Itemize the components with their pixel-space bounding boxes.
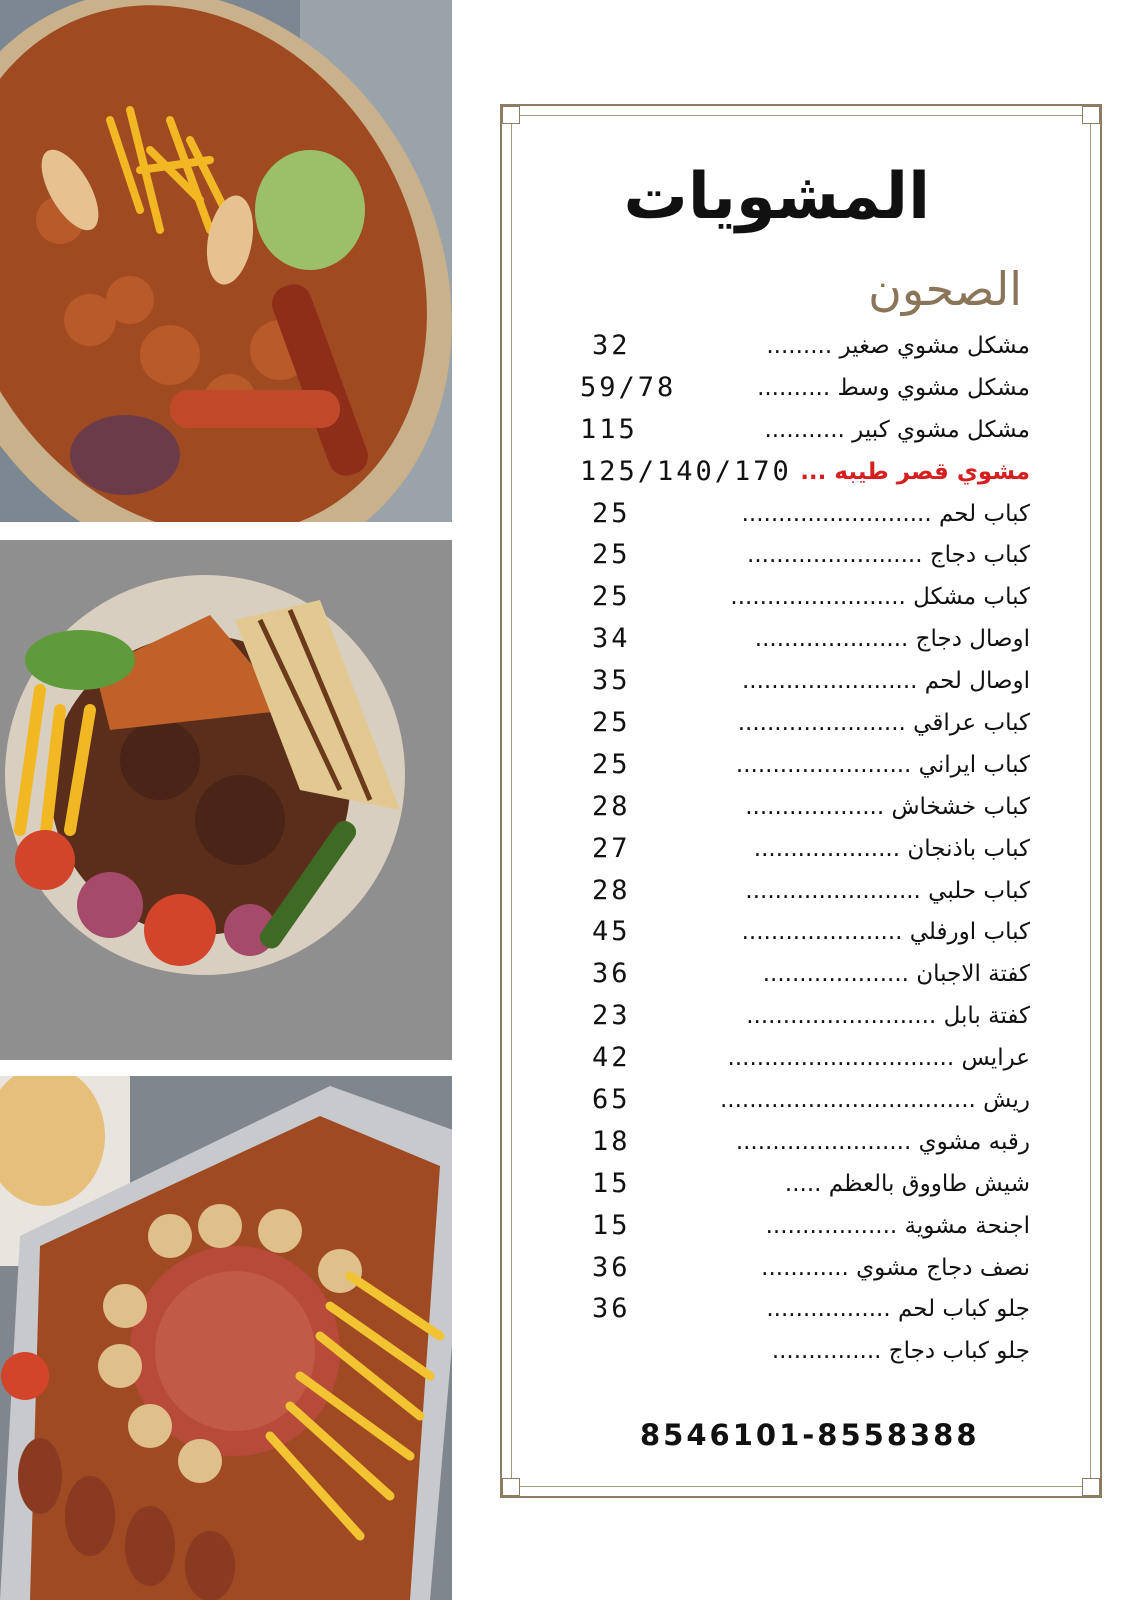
menu-item xyxy=(580,875,1030,917)
item-price: 25 xyxy=(592,748,631,780)
phone-number: 8546101-8558388 xyxy=(640,1418,980,1452)
item-name: كباب خشخاش ................... xyxy=(745,793,1030,820)
kebab-plate-photo xyxy=(0,540,452,1060)
item-name: كفتة بابل .......................... xyxy=(746,1003,1030,1030)
item-name: كباب ايراني ........................ xyxy=(735,751,1030,778)
menu-item-featured xyxy=(580,456,1030,498)
frame-corner xyxy=(1082,106,1100,124)
menu-item xyxy=(580,1000,1030,1042)
menu-item xyxy=(580,1252,1030,1294)
item-name: مشكل مشوي صغير ......... xyxy=(766,333,1030,359)
item-price: 36 xyxy=(592,958,631,990)
item-name: كفتة الاجبان .................... xyxy=(762,961,1030,988)
item-name: مشوي قصر طيبه ... xyxy=(800,458,1030,485)
menu-item xyxy=(580,498,1030,540)
item-name: كباب دجاج ........................ xyxy=(747,542,1030,569)
menu-item xyxy=(580,916,1030,958)
item-name: جلو كباب دجاج ............... xyxy=(771,1338,1030,1365)
item-price: 27 xyxy=(592,832,631,864)
item-name: كباب حلبي ........................ xyxy=(745,877,1030,904)
menu-item xyxy=(580,581,1030,623)
menu-item xyxy=(580,791,1030,833)
menu-item xyxy=(580,414,1030,456)
menu-item xyxy=(580,1126,1030,1168)
item-price: 28 xyxy=(592,790,631,822)
menu-item xyxy=(580,330,1030,372)
menu-items-list xyxy=(580,330,1030,1377)
item-name: اجنحة مشوية .................. xyxy=(765,1212,1030,1239)
item-name: جلو كباب لحم ................. xyxy=(766,1296,1030,1323)
item-price: 45 xyxy=(592,916,631,948)
item-name: اوصال دجاج ..................... xyxy=(754,626,1030,653)
mixed-grill-platter-photo xyxy=(0,0,452,522)
item-price: 34 xyxy=(592,623,631,655)
item-name: مشكل مشوي كبير ........... xyxy=(764,416,1030,443)
item-name: كباب عراقي ....................... xyxy=(737,710,1030,737)
menu-item xyxy=(580,1335,1030,1377)
menu-item xyxy=(580,1084,1030,1126)
frame-corner xyxy=(502,1478,520,1496)
item-price: 32 xyxy=(592,330,631,361)
item-price: 42 xyxy=(592,1042,631,1074)
item-price: 28 xyxy=(592,874,631,906)
item-name: كباب لحم .......................... xyxy=(741,500,1030,527)
frame-corner xyxy=(502,106,520,124)
menu-item xyxy=(580,1168,1030,1210)
item-price: 25 xyxy=(592,539,631,571)
menu-item xyxy=(580,1042,1030,1084)
menu-item xyxy=(580,749,1030,791)
item-price: 115 xyxy=(580,413,638,445)
item-name: نصف دجاج مشوي ............ xyxy=(761,1254,1030,1281)
item-name: كباب باذنجان .................... xyxy=(753,835,1030,862)
item-price: 15 xyxy=(592,1209,631,1241)
menu-item xyxy=(580,372,1030,414)
item-name: عرايس ............................... xyxy=(727,1045,1030,1072)
item-name: مشكل مشوي وسط .......... xyxy=(757,374,1030,401)
item-price: 15 xyxy=(592,1167,631,1199)
frame-corner xyxy=(1082,1478,1100,1496)
item-price: 25 xyxy=(592,707,631,739)
mixed-grill-tray-photo xyxy=(0,1076,452,1600)
menu-item xyxy=(580,833,1030,875)
item-price: 23 xyxy=(592,1000,631,1032)
menu-item xyxy=(580,1210,1030,1252)
item-price: 36 xyxy=(592,1251,631,1283)
item-name: رقبه مشوي ........................ xyxy=(735,1128,1030,1155)
item-name: ريش ................................... xyxy=(719,1087,1030,1114)
item-price: 35 xyxy=(592,665,631,697)
item-price: 59/78 xyxy=(580,371,677,403)
menu-item xyxy=(580,623,1030,665)
item-name: كباب اورفلي ...................... xyxy=(741,919,1030,946)
item-price: 65 xyxy=(592,1084,631,1116)
item-price: 25 xyxy=(592,581,631,613)
item-name: شيش طاووق بالعظم ..... xyxy=(784,1170,1030,1197)
item-name: كباب مشكل ........................ xyxy=(730,584,1030,611)
subsection-title: الصحون xyxy=(868,262,1022,316)
menu-item xyxy=(580,1293,1030,1335)
item-price: 36 xyxy=(592,1293,631,1325)
menu-item xyxy=(580,958,1030,1000)
section-title: المشويات xyxy=(623,160,930,234)
photo-column xyxy=(0,0,452,1600)
item-price: 25 xyxy=(592,497,631,529)
item-price: 125/140/170 xyxy=(580,455,792,487)
item-name: اوصال لحم ........................ xyxy=(742,668,1030,695)
menu-item xyxy=(580,539,1030,581)
menu-item xyxy=(580,665,1030,707)
menu-item xyxy=(580,707,1030,749)
item-price: 18 xyxy=(592,1125,631,1157)
